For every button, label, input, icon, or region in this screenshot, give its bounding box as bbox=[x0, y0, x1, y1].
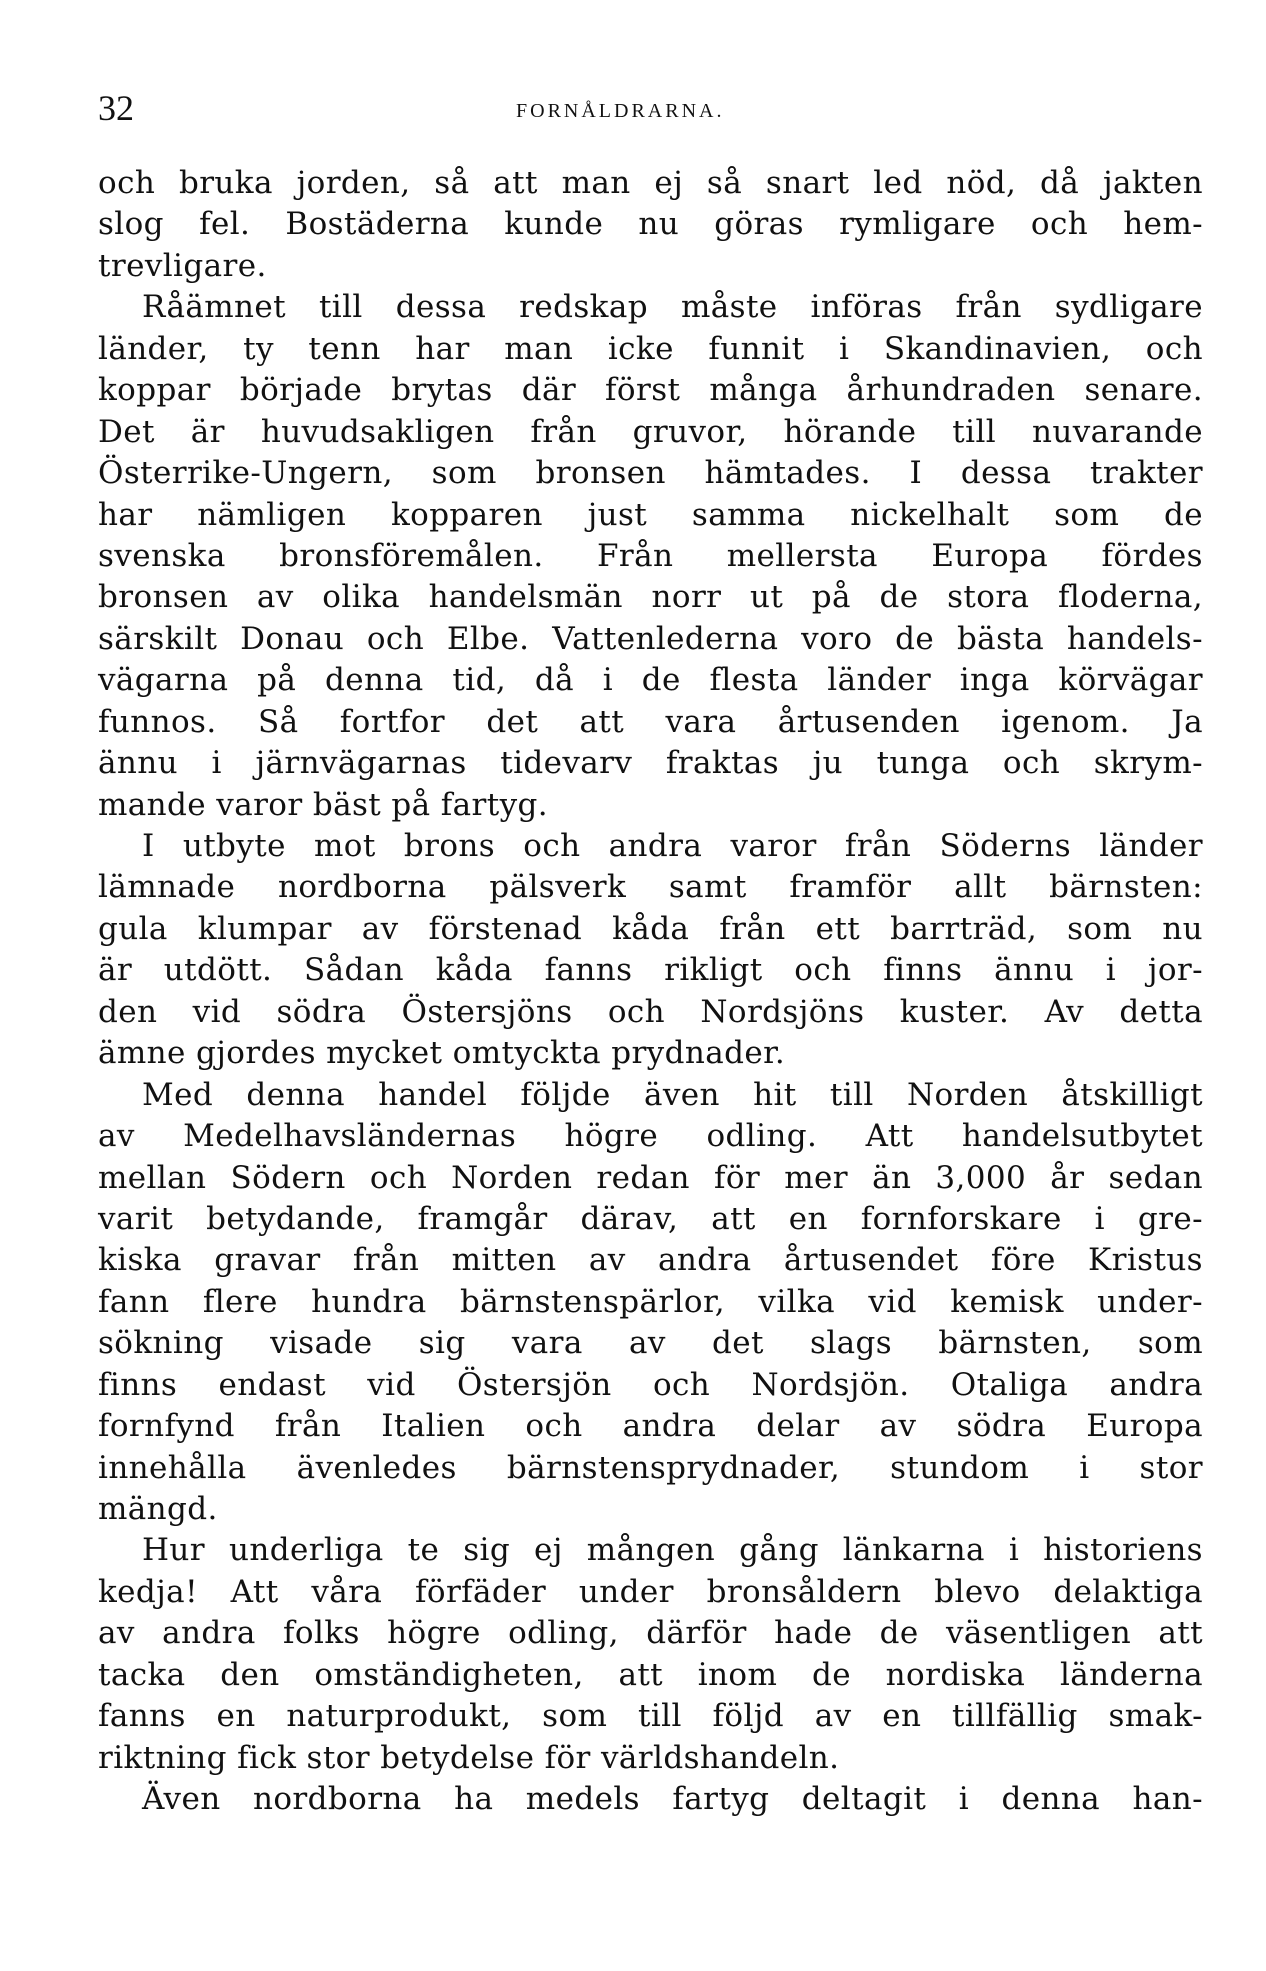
text-line: slog fel. Bostäderna kunde nu göras rymligare och hem- bbox=[98, 206, 1203, 243]
text-line: särskilt Donau och Elbe. Vattenlederna voro de bästa handels- bbox=[98, 620, 1203, 657]
page-number: 32 bbox=[98, 88, 134, 128]
text-line: Hur underliga te sig ej mången gång länkarna i historiens bbox=[142, 1532, 1203, 1569]
text-line: kiska gravar från mitten av andra årtusendet före Kristus bbox=[98, 1242, 1203, 1279]
text-line: av andra folks högre odling, därför hade de väsentligen att bbox=[98, 1615, 1203, 1652]
text-line: mängd. bbox=[98, 1491, 218, 1527]
text-line: Det är huvudsakligen från gruvor, hörande till nuvarande bbox=[98, 413, 1203, 450]
text-line: finns endast vid Östersjön och Nordsjön. Otaliga andra bbox=[98, 1366, 1203, 1403]
text-line: trevligare. bbox=[98, 247, 267, 284]
text-line: lämnade nordborna pälsverk samt framför allt bärnsten: bbox=[98, 869, 1203, 906]
text-line: gula klumpar av förstenad kåda från ett barrträd, som nu bbox=[98, 910, 1203, 947]
text-line: innehålla ävenledes bärnstensprydnader, stundom i stor bbox=[98, 1449, 1203, 1486]
running-head: FORNÅLDRARNA. bbox=[516, 100, 725, 122]
text-line: funnos. Så fortfor det att vara årtusenden igenom. Ja bbox=[98, 703, 1203, 740]
text-line: ännu i järnvägarnas tidevarv fraktas ju tunga och skrym- bbox=[98, 745, 1203, 782]
text-line: tacka den omständigheten, att inom de nordiska länderna bbox=[98, 1656, 1203, 1693]
text-line: vägarna på denna tid, då i de flesta länder inga körvägar bbox=[98, 662, 1203, 699]
text-line: fornfynd från Italien och andra delar av södra Europa bbox=[98, 1408, 1203, 1445]
page-header bbox=[98, 88, 1208, 128]
text-line: och bruka jorden, så att man ej så snart led nöd, då jakten bbox=[98, 165, 1203, 201]
text-line: Österrike-Ungern, som bronsen hämtades. I dessa trakter bbox=[98, 455, 1203, 492]
text-line: fanns en naturprodukt, som till följd av en tillfällig smak- bbox=[98, 1698, 1203, 1735]
text-line: riktning fick stor betydelse för världshandeln. bbox=[98, 1739, 840, 1776]
text-line: är utdött. Sådan kåda fanns rikligt och finns ännu i jor- bbox=[98, 952, 1203, 989]
text-line: bronsen av olika handelsmän norr ut på de stora floderna, bbox=[98, 579, 1203, 616]
text-line: har nämligen kopparen just samma nickelhalt som de bbox=[98, 496, 1203, 533]
text-line: svenska bronsföremålen. Från mellersta Europa fördes bbox=[98, 537, 1203, 574]
text-line: av Medelhavsländernas högre odling. Att handelsutbytet bbox=[98, 1118, 1203, 1155]
text-line: ämne gjordes mycket omtyckta prydnader. bbox=[98, 1035, 786, 1072]
text-line: länder, ty tenn har man icke funnit i Skandinavien, och bbox=[98, 330, 1203, 367]
text-line: varit betydande, framgår därav, att en fornforskare i gre- bbox=[98, 1200, 1203, 1237]
text-line: Även nordborna ha medels fartyg deltagit i denna han- bbox=[142, 1781, 1203, 1818]
text-line: mellan Södern och Norden redan för mer än 3,000 år sedan bbox=[98, 1159, 1203, 1196]
text-line: Råämnet till dessa redskap måste införas från sydligare bbox=[142, 289, 1203, 326]
text-line: koppar började brytas där först många århundraden senare. bbox=[98, 372, 1203, 409]
text-line: mande varor bäst på fartyg. bbox=[98, 786, 549, 823]
text-line: I utbyte mot brons och andra varor från Söderns länder bbox=[142, 828, 1203, 864]
text-line: sökning visade sig vara av det slags bärnsten, som bbox=[98, 1325, 1203, 1362]
text-line: fann flere hundra bärnstenspärlor, vilka vid kemisk under- bbox=[98, 1283, 1203, 1320]
text-line: Med denna handel följde även hit till Norden åtskilligt bbox=[142, 1076, 1203, 1113]
text-line: kedja! Att våra förfäder under bronsåldern blevo delaktiga bbox=[98, 1573, 1203, 1610]
body-text bbox=[98, 163, 1203, 1821]
text-line: den vid södra Östersjöns och Nordsjöns kuster. Av detta bbox=[98, 993, 1203, 1030]
